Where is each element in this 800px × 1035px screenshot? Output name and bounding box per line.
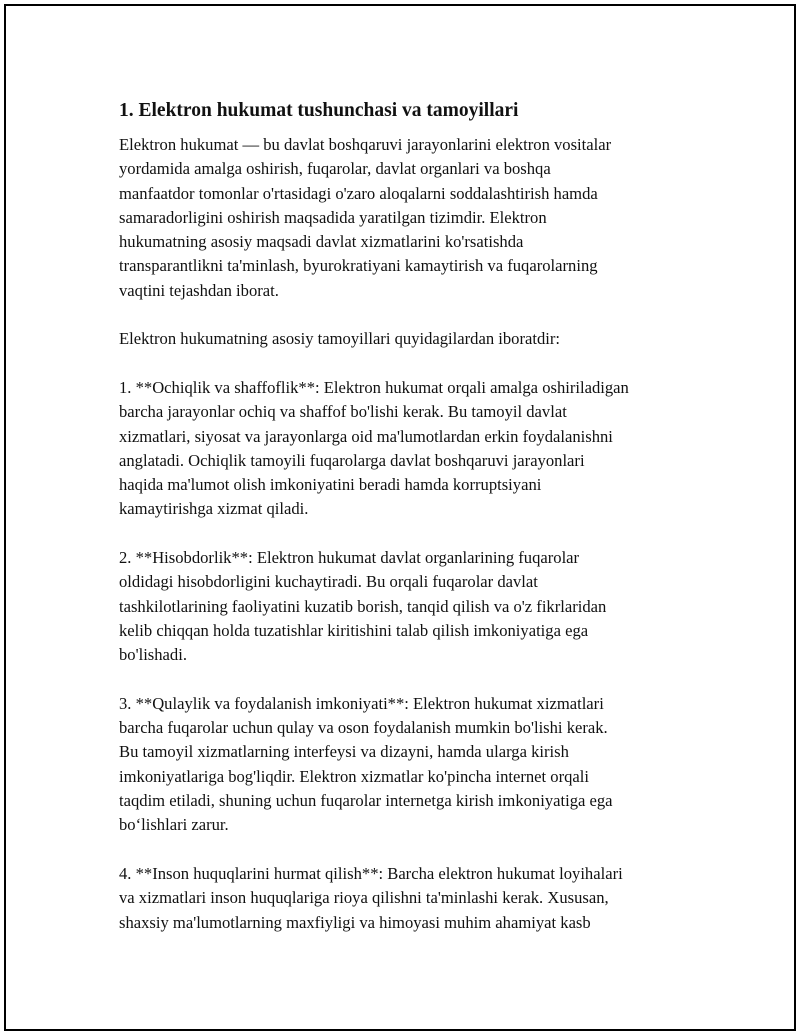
- text-line: haqida ma'lumot olish imkoniyatini beradi hamda korruptsiyani: [119, 475, 542, 495]
- text-line: Bu tamoyil xizmatlarning interfeysi va dizayni, hamda ularga kirish: [119, 742, 569, 762]
- text-line: 2. **Hisobdorlik**: Elektron hukumat davlat organlarining fuqarolar: [119, 548, 580, 568]
- text-line: xizmatlari, siyosat va jarayonlarga oid ma'lumotlardan erkin foydalanishni: [119, 426, 613, 446]
- text-line: kamaytirishga xizmat qiladi.: [119, 499, 309, 519]
- text-line: taqdim etiladi, shuning uchun fuqarolar internetga kirish imkoniyatiga ega: [119, 791, 613, 811]
- text-line: 3. **Qulaylik va foydalanish imkoniyati**: Elektron hukumat xizmatlari: [119, 693, 604, 713]
- document-content: [119, 98, 699, 959]
- text-line: Elektron hukumatning asosiy tamoyillari quyidagilardan iboratdir:: [119, 329, 561, 349]
- text-line: oldidagi hisobdorligini kuchaytiradi. Bu orqali fuqarolar davlat: [119, 572, 538, 592]
- paragraph-principle-3: [119, 692, 699, 838]
- paragraph-intro: [119, 133, 699, 303]
- text-line: va xizmatlari inson huquqlariga rioya qilishni ta'minlashi kerak. Xususan,: [119, 888, 609, 908]
- section-heading: 1. Elektron hukumat tushunchasi va tamoyillari: [119, 100, 519, 121]
- text-line: manfaatdor tomonlar o'rtasidagi o'zaro aloqalarni soddalashtirish hamda: [119, 183, 598, 203]
- text-line: bo‘lishlari zarur.: [119, 815, 229, 835]
- page-frame: [4, 4, 796, 1031]
- paragraph-principles-lead: [119, 327, 699, 351]
- text-line: 1. **Ochiqlik va shaffoflik**: Elektron hukumat orqali amalga oshiriladigan: [119, 377, 629, 397]
- text-line: bo'lishadi.: [119, 645, 187, 665]
- text-line: samaradorligini oshirish maqsadida yaratilgan tizimdir. Elektron: [119, 207, 547, 227]
- text-line: tashkilotlarining faoliyatini kuzatib borish, tanqid qilish va o'z fikrlaridan: [119, 596, 607, 616]
- text-line: anglatadi. Ochiqlik tamoyili fuqarolarga davlat boshqaruvi jarayonlari: [119, 450, 585, 470]
- text-line: shaxsiy ma'lumotlarning maxfiyligi va himoyasi muhim ahamiyat kasb: [119, 912, 591, 932]
- paragraph-principle-4: [119, 862, 699, 935]
- text-line: transparantlikni ta'minlash, byurokratiyani kamaytirish va fuqarolarning: [119, 256, 598, 276]
- text-line: barcha jarayonlar ochiq va shaffof bo'lishi kerak. Bu tamoyil davlat: [119, 402, 567, 422]
- text-line: kelib chiqqan holda tuzatishlar kiritishini talab qilish imkoniyatiga ega: [119, 620, 589, 640]
- text-line: barcha fuqarolar uchun qulay va oson foydalanish mumkin bo'lishi kerak.: [119, 718, 608, 738]
- paragraph-principle-2: [119, 546, 699, 667]
- text-line: imkoniyatlariga bog'liqdir. Elektron xizmatlar ko'pincha internet orqali: [119, 766, 590, 786]
- text-line: yordamida amalga oshirish, fuqarolar, davlat organlari va boshqa: [119, 159, 551, 179]
- paragraph-principle-1: [119, 376, 699, 522]
- text-line: vaqtini tejashdan iborat.: [119, 280, 279, 300]
- text-line: 4. **Inson huquqlarini hurmat qilish**: Barcha elektron hukumat loyihalari: [119, 863, 623, 883]
- text-line: hukumatning asosiy maqsadi davlat xizmatlarini ko'rsatishda: [119, 232, 524, 252]
- text-line: Elektron hukumat — bu davlat boshqaruvi jarayonlarini elektron vositalar: [119, 135, 612, 154]
